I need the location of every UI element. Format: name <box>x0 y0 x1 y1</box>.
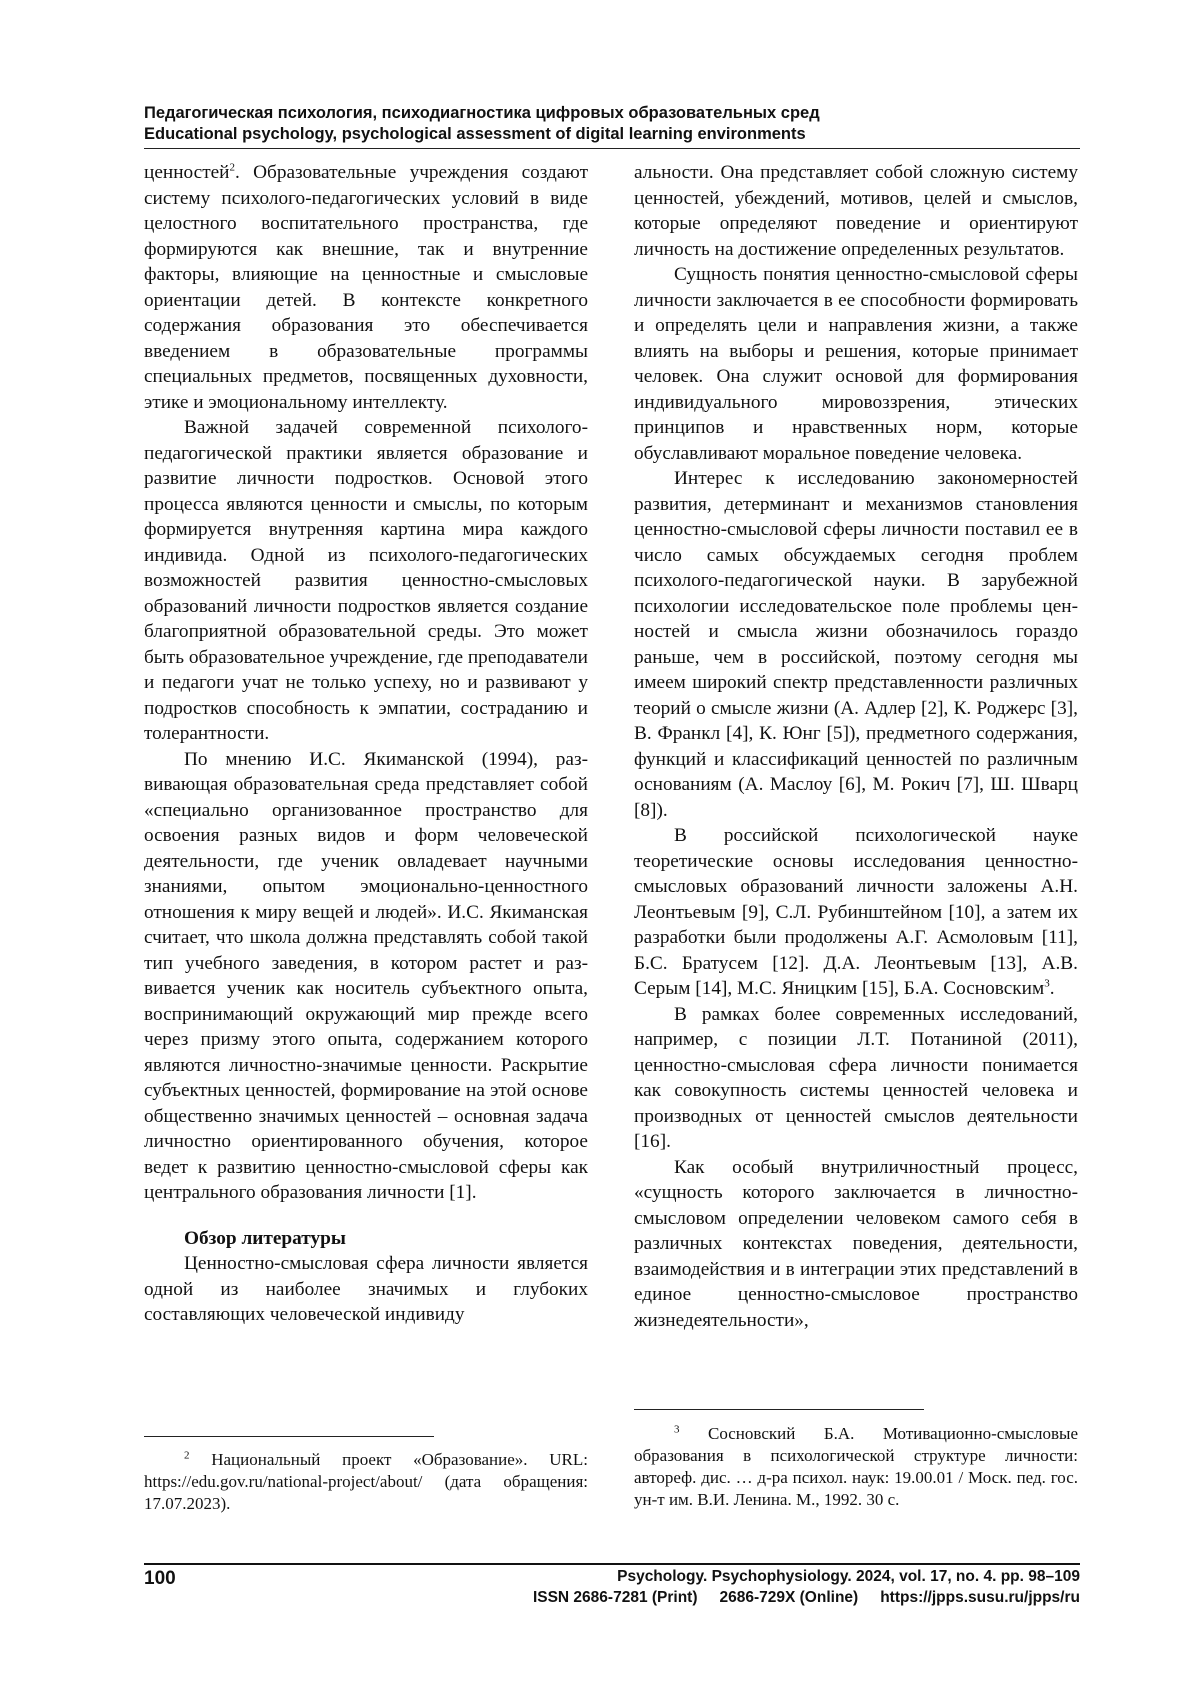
footnote-divider-right <box>634 1409 924 1410</box>
right-paragraph-3: Интерес к исследованию закономерностей развития, детерминант и механизмов становления ценностно-смысловой сферы личности поставил ее в число самых обсуждаемых сегодня проблем психолого-педагогической науки. В зарубежной психологии исследовательское поле проблемы ценностей и смысла жизни обозначилось гораздо раньше, чем в российской, поэтому сегодня мы имеем широкий спектр представленности различных теорий о смысле жизни (А. Адлер [2], К. Роджерс [3], В. Франкл [4], К. Юнг [5]), предметного содержания, функций и классификаций ценностей по различным основаниям (А. Маслоу [6], М. Рокич [7], Ш. Шварц [8]). <box>634 468 1078 821</box>
running-header <box>144 103 1080 145</box>
left-column <box>144 160 588 1328</box>
journal-url[interactable]: https://jpps.susu.ru/jpps/ru <box>880 1589 1080 1606</box>
left-paragraph-4: Ценностно-смысловая сфера личности является одной из наиболее значимых и глубоких составляющих человеческой индивиду <box>144 1253 588 1325</box>
footnote-divider-left <box>144 1436 434 1437</box>
right-paragraph-5: В рамках более современных исследований, например, с позиции Л.Т. Потаниной (2011), ценностно-смысловая сфера личности понимается как совокупность системы ценностей человека и производных от ценностей смыслов деятельности [16]. <box>634 1003 1078 1152</box>
section-heading-literature-review: Обзор литературы <box>184 1227 346 1249</box>
right-paragraph-1: альности. Она представляет собой сложную систему ценностей, убеждений, мотивов, целей и смыслов, которые определяют поведение и ориентируют личность на достижение определенных результатов. <box>634 162 1078 260</box>
right-paragraph-6: Как особый внутриличностный процесс, «сущность которого заключается в личностно-смысловом определении человеком самого себя в различных контекстах поведения, деятельности, взаимодействия и в интеграции этих представлений в единое ценностно-смысловое пространство жизнедеятельности», <box>634 1156 1078 1331</box>
header-divider <box>144 148 1080 149</box>
right-paragraph-2: Сущность понятия ценностно-смысловой сферы личности заключается в ее способности формировать и определять цели и направления жизни, а также влиять на выборы и решения, которые принимает человек. Она служит основой для формирования индивидуального мировоззрения, этических принципов и нравственных норм, которые обуславливают моральное поведение человека. <box>634 264 1078 464</box>
footnote-ref-3[interactable]: 3 <box>1044 977 1050 990</box>
footnote-3: $^3$ Сосновский Б.А. Мотивационно-смысловые образования в психологической структуре личности: автореф. дис. … д-ра психол. наук: 19.00.01 / Моск. пед. гос. ун-т им. В.И. Ленина. М., 1992. 30 с. <box>634 1423 1078 1509</box>
right-column <box>634 160 1078 1333</box>
left-paragraph-1: ценностей$^2$. Образовательные учреждения создают систему психолого-педагогических условий в виде целостного воспитательного пространства, где формируются как внешние, так и внутренние факторы, влияющие на ценностные и смысловые ориентации детей. В контексте конкретного содержания образования это обеспечивается введением в образовательные программы специальных предметов, посвященных духовности, этике и эмоциональному интеллекту. <box>144 161 588 413</box>
journal-info <box>533 1566 1080 1608</box>
footnote-ref-2[interactable]: 2 <box>229 161 235 174</box>
journal-citation: Psychology. Psychophysiology. 2024, vol. 17, no. 4. pp. 98–109 <box>617 1568 1080 1585</box>
footnote-2: $^2$ Национальный проект «Образование». URL: https://edu.gov.ru/national-project/about/ (дата обращения: 17.07.2023). <box>144 1449 588 1513</box>
footer-divider <box>144 1563 1080 1565</box>
issn-print: ISSN 2686-7281 (Print) <box>532 1589 698 1606</box>
right-paragraph-4: В российской психологической науке теоретические основы исследования ценностно-смысловых образований личности заложены А.Н. Леонтьевым [9], С.Л. Рубинштейном [10], а затем их разработки были продолжены А.Г. Асмоловым [11], Б.С. Братусем [12]. Д.А. Леонтьевым [13], А.В. Серым [14], М.С. Яницким [15], Б.А. Сосновским$^3$. <box>634 825 1078 999</box>
page-number: 100 <box>144 1568 176 1589</box>
header-title-ru: Педагогическая психология, психодиагностика цифровых образовательных сред <box>144 104 820 122</box>
issn-line <box>533 1587 1080 1608</box>
issn-online: 2686-729X (Online) <box>719 1589 859 1606</box>
header-title-en: Educational psychology, psychological assessment of digital learning environments <box>144 125 806 143</box>
left-paragraph-2: Важной задачей современной психолого-педагогической практики является образование и развитие личности подростков. Основой этого процесса являются ценности и смыслы, по которым формируется внутренняя картина мира каждого индивида. Одной из психолого-педагогических возможностей развития ценностно-смысловых образований личности подростков является создание благоприятной образовательной среды. Это может быть образовательное учреждение, где преподаватели и педагоги учат не только успеху, но и развивают у подростков способность к эмпатии, состраданию и толерантности. <box>144 417 588 744</box>
left-paragraph-3: По мнению И.С. Якиманской (1994), развивающая образовательная среда представляет собой «специально организованное пространство для освоения разных видов и форм человеческой деятельности, где ученик овладевает научными знаниями, опытом эмоционально-ценностного отношения к миру вещей и людей». И.С. Якиманская считает, что школа должна представлять собой такой тип учебного заведения, в котором растет и развивается ученик как носитель субъектного опыта, воспринимающий окружающий мир прежде всего через призму этого опыта, содержанием которого являются личностно-значимые ценности. Раскрытие субъектных ценностей, формирование на этой основе общественно значимых ценностей – основная задача личностно ориентированного обучения, которое ведет к развитию ценностно-смысловой сферы как центрального образования личности [1]. <box>144 748 588 1203</box>
